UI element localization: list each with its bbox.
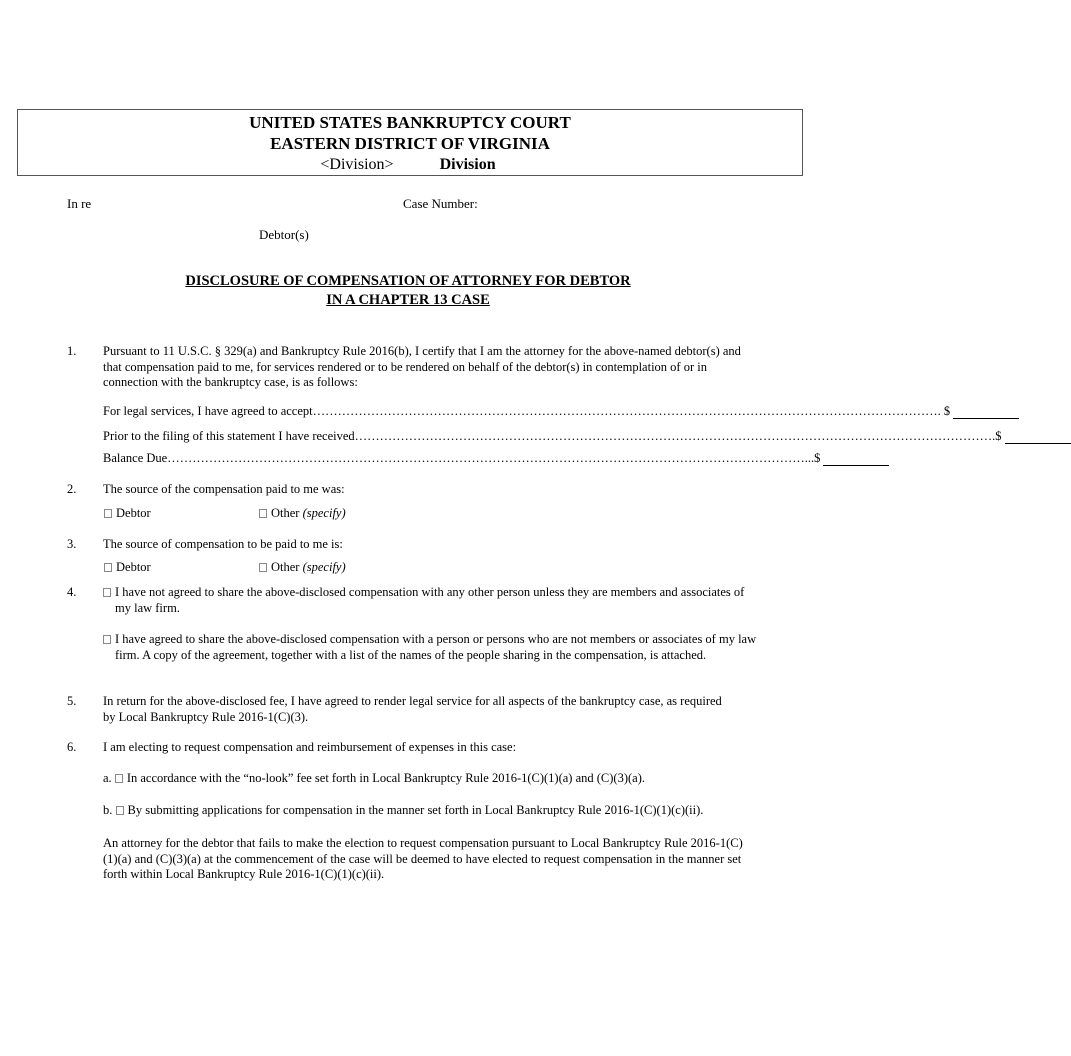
item-number-6: 6. <box>67 740 77 754</box>
to-be-paid-specify: (specify) <box>302 560 346 574</box>
item-number-4: 4. <box>67 585 77 599</box>
item-6b-prefix: b. <box>103 803 113 817</box>
paid-source-debtor-label: Debtor <box>116 506 151 520</box>
balance-due-dots: …………………………………………………………………………………………………………………………………… <box>167 451 793 465</box>
item-6a-prefix: a. <box>103 771 112 785</box>
fee-agreed-dollar: . $ <box>937 404 951 418</box>
document-title-line2: IN A CHAPTER 13 CASE <box>326 292 490 308</box>
item-number-2: 2. <box>67 482 77 496</box>
balance-due-amount-field[interactable] <box>823 453 889 466</box>
item-4b-text: I have agreed to share the above-disclosed compensation with a person or persons who are not members or associates of my law firm. A copy of the agreement, together with a list of the names of the people sharing in the compensation, is attached. <box>115 632 757 662</box>
item-number-3: 3. <box>67 537 77 551</box>
fee-received-dollar: ….$ <box>979 429 1002 443</box>
paid-source-debtor-checkbox[interactable] <box>104 509 112 518</box>
fee-row-agreed <box>103 404 951 419</box>
item-6a <box>103 771 763 786</box>
paid-source-debtor-option <box>104 506 151 521</box>
item-6b-text: By submitting applications for compensation in the manner set forth in Local Bankruptcy Rule 2016-1(C)(1)(c)(ii). <box>127 803 704 817</box>
to-be-paid-debtor-option <box>104 560 151 575</box>
item-4b <box>103 632 767 663</box>
division-field[interactable]: <Division> <box>320 156 394 173</box>
fee-row-balance <box>103 451 821 466</box>
balance-due-label: Balance Due <box>103 451 168 465</box>
share-compensation-checkbox[interactable] <box>103 635 111 644</box>
item-1-text: Pursuant to 11 U.S.C. § 329(a) and Bankruptcy Rule 2016(b), I certify that I am the attorney for the above-named debtor(s) and that compensation paid to me, for services rendered or to be rendered on behalf of the debtor(s) in contemplation of or in connection with the bankruptcy case, is as follows: <box>103 344 741 389</box>
case-number-label: Case Number: <box>403 196 478 211</box>
fee-received-label: Prior to the filing of this statement I have received <box>103 429 355 443</box>
fee-application-checkbox[interactable] <box>116 806 124 815</box>
item-number-1: 1. <box>67 344 77 358</box>
not-share-compensation-checkbox[interactable] <box>103 588 111 597</box>
item-6-note: An attorney for the debtor that fails to make the election to request compensation pursuant to Local Bankruptcy Rule 2016-1(C)(1)(a) and (C)(3)(a) at the commencement of the case will be deemed to have elected to request compensation in the manner set forth within Local Bankruptcy Rule 2016-1(C)(1)(c)(ii). <box>103 836 743 881</box>
paid-source-other-option <box>259 506 346 521</box>
district-name: EASTERN DISTRICT OF VIRGINIA <box>270 134 550 153</box>
fee-received-dots: …………………………………………………………………………………………………………………………………… <box>354 429 980 443</box>
division-line <box>0 155 816 175</box>
no-look-fee-checkbox[interactable] <box>115 774 123 783</box>
item-number-5: 5. <box>67 694 77 708</box>
fee-received-amount-field[interactable] <box>1005 431 1071 444</box>
fee-row-received <box>103 429 1002 444</box>
to-be-paid-other-option <box>259 560 346 575</box>
item-3-text: The source of compensation to be paid to me is: <box>103 537 343 551</box>
to-be-paid-other-label: Other <box>271 560 300 574</box>
document-title-line1: DISCLOSURE OF COMPENSATION OF ATTORNEY FOR DEBTOR <box>185 273 631 289</box>
fee-agreed-label: For legal services, I have agreed to accept <box>103 404 313 418</box>
debtors-label: Debtor(s) <box>259 227 309 242</box>
to-be-paid-debtor-label: Debtor <box>116 560 151 574</box>
fee-agreed-amount-field[interactable] <box>953 406 1019 419</box>
paid-source-other-label: Other <box>271 506 300 520</box>
item-6-text: I am electing to request compensation and reimbursement of expenses in this case: <box>103 740 517 754</box>
in-re-label: In re <box>67 196 92 211</box>
item-5-text: In return for the above-disclosed fee, I have agreed to render legal service for all aspects of the bankruptcy case, as required by Local Bankruptcy Rule 2016-1(C)(3). <box>103 694 722 724</box>
fee-agreed-dots: …………………………………………………………………………………………………………………………………… <box>312 404 938 418</box>
item-6b <box>103 803 783 818</box>
division-label: Division <box>439 156 496 173</box>
paid-source-specify: (specify) <box>302 506 346 520</box>
item-4a <box>103 585 755 616</box>
item-4a-text: I have not agreed to share the above-disclosed compensation with any other person unless they are members and associates of my law firm. <box>115 585 745 615</box>
to-be-paid-debtor-checkbox[interactable] <box>104 563 112 572</box>
item-2-text: The source of the compensation paid to me was: <box>103 482 345 496</box>
item-6a-text: In accordance with the “no-look” fee set forth in Local Bankruptcy Rule 2016-1(C)(1)(a) and (C)(3)(a). <box>126 771 646 785</box>
balance-due-dollar: …...$ <box>792 451 821 465</box>
to-be-paid-other-checkbox[interactable] <box>259 563 267 572</box>
court-name: UNITED STATES BANKRUPTCY COURT <box>249 113 571 132</box>
paid-source-other-checkbox[interactable] <box>259 509 267 518</box>
